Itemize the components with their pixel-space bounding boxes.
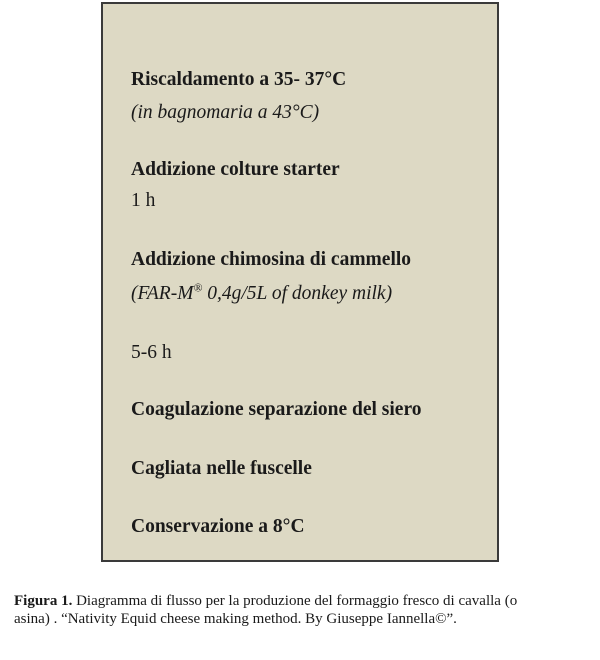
step-duration-1h: 1 h xyxy=(131,190,156,211)
step-add-starter: Addizione colture starter xyxy=(131,159,340,180)
step-heating: Riscaldamento a 35- 37°C xyxy=(131,69,347,90)
step-add-chymosin: Addizione chimosina di cammello xyxy=(131,249,412,270)
step-storage: Conservazione a 8°C xyxy=(131,516,305,537)
step-coagulation: Coagulazione separazione del siero xyxy=(131,399,422,420)
figure-caption xyxy=(14,592,534,628)
figure-caption-text: Diagramma di flusso per la produzione del formaggio fresco di cavalla (o asina) . “Nativity Equid cheese making method. By Giuseppe Iannella©”. xyxy=(14,593,518,627)
flow-diagram-box xyxy=(101,2,499,562)
step-chymosin-note xyxy=(131,282,392,306)
figure-caption-label: Figura 1. xyxy=(14,593,73,609)
chymosin-note-dose: 0,4g/5L of donkey milk) xyxy=(202,283,393,304)
step-duration-5-6h: 5-6 h xyxy=(131,342,172,363)
step-curd-molds: Cagliata nelle fuscelle xyxy=(131,458,312,479)
chymosin-note-product: (FAR-M xyxy=(131,283,194,304)
registered-mark: ® xyxy=(193,281,203,295)
step-heating-note: (in bagnomaria a 43°C) xyxy=(131,102,320,123)
